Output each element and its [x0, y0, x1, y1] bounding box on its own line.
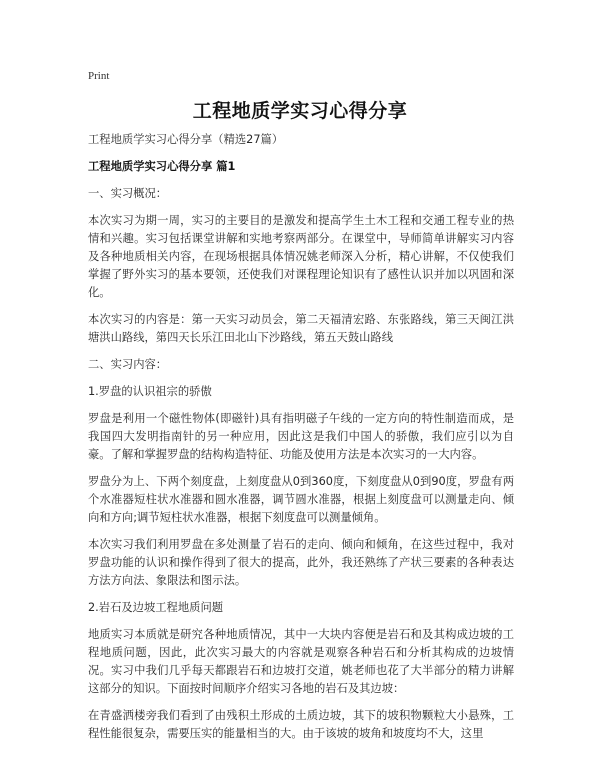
section-label: 二、实习内容： [88, 358, 168, 371]
subsection-label: 2.岩石及边坡工程地质问题 [88, 601, 224, 614]
body-paragraph: 在青盛洒楼旁我们看到了由残积土形成的土质边坡，其下的坡积物颗粒大小悬殊，工程性能很复杂，需要压实的能量相当的大。由于该坡的坡角和坡度均不大，这里 [88, 709, 514, 740]
body-paragraph: 本次实习的内容是：第一天实习动员会，第二天福清宏路、东张路线，第三天闽江洪塘洪山路线，第四天长乐江田北山下沙路线，第五天鼓山路线 [88, 313, 514, 344]
section-heading: 工程地质学实习心得分享 篇1 [88, 160, 236, 173]
subtitle-paragraph: 工程地质学实习心得分享（精选27篇） [88, 133, 284, 146]
body-paragraph: 罗盘分为上、下两个刻度盘，上刻度盘从0到360度，下刻度盘从0到90度，罗盘有两个水准器短柱状水准器和圆水准器，调节圆水准器，根据上刻度盘可以测量走向、倾向和方向;调节短柱状水准器，根据下刻度盘可以测量倾角。 [88, 475, 514, 524]
section-label: 一、实习概况： [88, 187, 168, 200]
print-label: Print [88, 70, 110, 82]
body-paragraph: 地质实习本质就是研究各种地质情况，其中一大块内容便是岩石和及其构成边坡的工程地质问题，因此，此次实习最大的内容就是观察各种岩石和分析其构成的边坡情况。实习中我们几乎每天都跟岩石和边坡打交道，姚老师也花了大半部分的精力讲解这部分的知识。下面按时间顺序介绍实习各地的岩石及其边坡： [88, 628, 514, 695]
subsection-label: 1.罗盘的认识祖宗的骄傲 [88, 385, 212, 398]
document-title: 工程地质学实习心得分享 [192, 100, 408, 122]
body-paragraph: 罗盘是利用一个磁性物体(即磁针)具有指明磁子午线的一定方向的特性制造而成，是我国四大发明指南针的另一种应用，因此这是我们中国人的骄傲，我们应引以为自豪。了解和掌握罗盘的结构构造特征、功能及使用方法是本次实习的一大内容。 [88, 412, 514, 461]
document-body [88, 131, 514, 743]
body-paragraph: 本次实习为期一周，实习的主要目的是激发和提高学生土木工程和交通工程专业的热情和兴趣。实习包括课堂讲解和实地考察两部分。在课堂中，导师简单讲解实习内容及各种地质相关内容，在现场根据具体情况姚老师深入分析，精心讲解，不仅使我们掌握了野外实习的基本要领，还使我们对课程理论知识有了感性认识并加以巩固和深化。 [88, 214, 514, 299]
body-paragraph: 本次实习我们利用罗盘在多处测量了岩石的走向、倾向和倾角，在这些过程中，我对罗盘功能的认识和操作得到了很大的提高，此外，我还熟练了产状三要素的各种表达方法方向法、象限法和图示法。 [88, 538, 514, 587]
